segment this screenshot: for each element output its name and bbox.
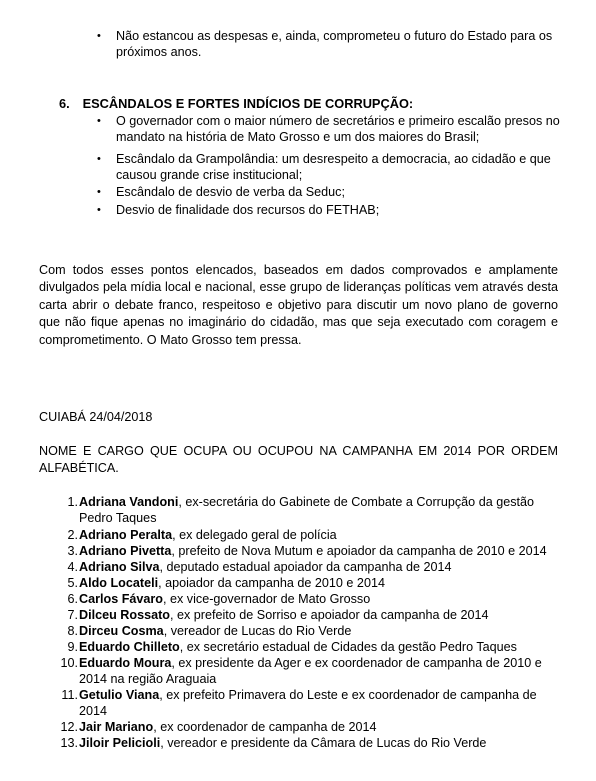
bullet-text: O governador com o maior número de secretários e primeiro escalão presos no mandato na história de Mato Grosso e um dos maiores do Brasil; bbox=[116, 114, 560, 144]
signatory-role: , vereador e presidente da Câmara de Lucas do Rio Verde bbox=[160, 736, 487, 750]
row-number: 11. bbox=[61, 688, 78, 702]
signatory-name: Adriano Pivetta bbox=[79, 544, 172, 558]
closing-paragraph: Com todos esses pontos elencados, baseados em dados comprovados e amplamente divulgados pela mídia local e nacional, esse grupo de lideranças políticas vem através desta carta abrir o debate franco, respeitoso e objetivo para discutir um novo plano de governo que não fique apenas no imaginário do cidadão, mas que seja executado com coragem e comprometimento. O Mato Grosso tem pressa. bbox=[39, 263, 558, 347]
row-number: 7. bbox=[67, 608, 78, 622]
bullet-icon: • bbox=[97, 115, 101, 127]
bullet-icon: • bbox=[97, 204, 101, 216]
row-number: 9. bbox=[67, 640, 78, 654]
row-number: 2. bbox=[67, 528, 78, 542]
bullet-text: Escândalo de desvio de verba da Seduc; bbox=[116, 185, 345, 199]
signatory-role: , ex prefeito Primavera do Leste e ex coordenador de campanha de 2014 bbox=[79, 688, 537, 718]
row-number: 12. bbox=[60, 720, 78, 734]
row-number: 8. bbox=[67, 624, 78, 638]
bullet-icon: • bbox=[97, 153, 101, 165]
section-number: 6. bbox=[59, 96, 70, 111]
signatory-role: , prefeito de Nova Mutum e apoiador da campanha de 2010 e 2014 bbox=[171, 544, 547, 558]
signatory-name: Adriano Peralta bbox=[79, 528, 173, 542]
signatory-name: Getulio Viana bbox=[79, 688, 160, 702]
row-number: 6. bbox=[67, 592, 78, 606]
row-number: 10. bbox=[60, 656, 78, 670]
signatory-role: , ex vice-governador de Mato Grosso bbox=[163, 592, 371, 606]
date-line: CUIABÁ 24/04/2018 bbox=[39, 410, 153, 424]
signatory-role: , ex delegado geral de polícia bbox=[172, 528, 337, 542]
bullet-icon: • bbox=[97, 30, 101, 42]
signatory-role: , ex coordenador de campanha de 2014 bbox=[153, 720, 377, 734]
row-number: 4. bbox=[67, 560, 78, 574]
signatory-name: Dirceu Cosma bbox=[79, 624, 164, 638]
bullet-text: Escândalo da Grampolândia: um desrespeito a democracia, ao cidadão e que causou grande crise institucional; bbox=[116, 152, 551, 182]
signatory-role: , ex secretário estadual de Cidades da gestão Pedro Taques bbox=[179, 640, 517, 654]
signatory-name: Adriano Silva bbox=[79, 560, 160, 574]
bullet-icon: • bbox=[97, 186, 101, 198]
signatory-role: , ex-secretária do Gabinete de Combate a Corrupção da gestão Pedro Taques bbox=[79, 495, 535, 525]
signatory-name: Carlos Fávaro bbox=[79, 592, 163, 606]
signatory-role: , ex presidente da Ager e ex coordenador de campanha de 2010 e 2014 na região Araguaia bbox=[79, 656, 542, 686]
section-title: ESCÂNDALOS E FORTES INDÍCIOS DE CORRUPÇÃO: bbox=[82, 96, 414, 111]
signatory-name: Eduardo Moura bbox=[79, 656, 172, 670]
signatory-name: Dilceu Rossato bbox=[79, 608, 170, 622]
list-heading: NOME E CARGO QUE OCUPA OU OCUPOU NA CAMPANHA EM 2014 POR ORDEM ALFABÉTICA. bbox=[39, 444, 558, 475]
row-number: 1. bbox=[67, 495, 78, 509]
signatory-name: Eduardo Chilleto bbox=[79, 640, 180, 654]
bullet-text: Não estancou as despesas e, ainda, comprometeu o futuro do Estado para os próximos anos. bbox=[116, 29, 553, 59]
signatory-name: Adriana Vandoni bbox=[79, 495, 179, 509]
section-heading bbox=[59, 96, 413, 112]
row-number: 5. bbox=[67, 576, 78, 590]
signatory-role: , deputado estadual apoiador da campanha de 2014 bbox=[159, 560, 452, 574]
signatory-name: Jair Mariano bbox=[79, 720, 154, 734]
signatory-role: , vereador de Lucas do Rio Verde bbox=[163, 624, 352, 638]
bullet-text: Desvio de finalidade dos recursos do FETHAB; bbox=[116, 203, 380, 217]
signatory-name: Jiloir Pelicioli bbox=[79, 736, 161, 750]
signatory-name: Aldo Locateli bbox=[79, 576, 159, 590]
row-number: 13. bbox=[60, 736, 78, 750]
signatory-role: , ex prefeito de Sorriso e apoiador da campanha de 2014 bbox=[169, 608, 489, 622]
signatory-role: , apoiador da campanha de 2010 e 2014 bbox=[158, 576, 385, 590]
row-number: 3. bbox=[67, 544, 78, 558]
